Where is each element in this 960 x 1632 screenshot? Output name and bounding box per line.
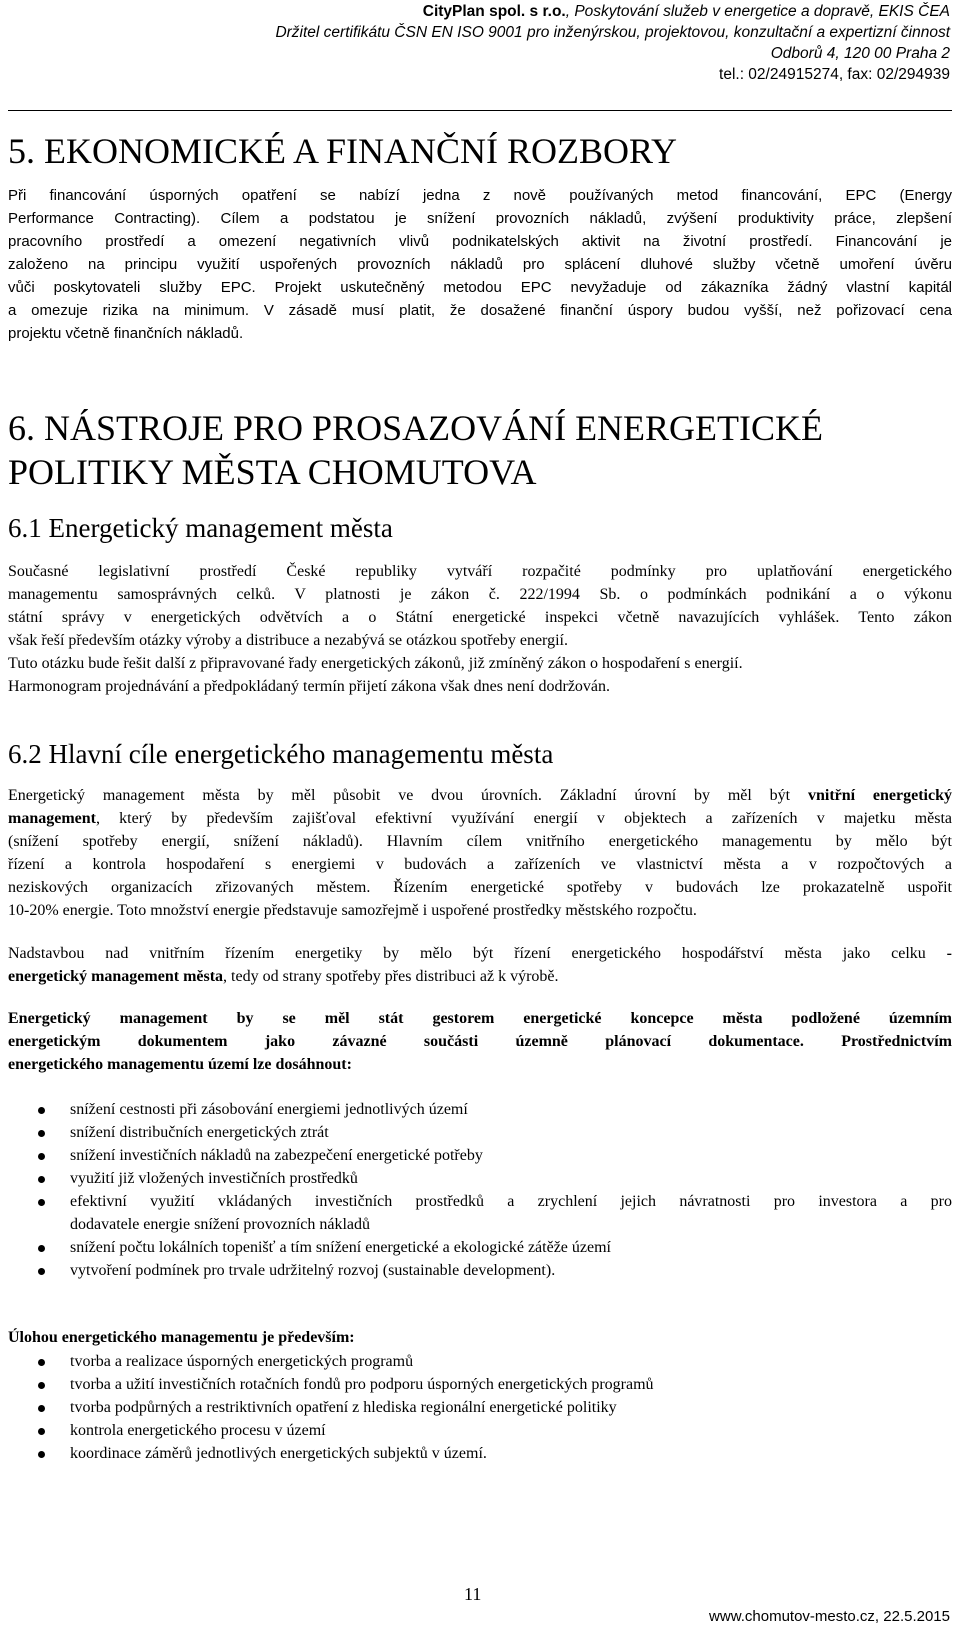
bold-text: - (946, 945, 952, 962)
list-item (8, 1373, 952, 1396)
bullet-icon (38, 1107, 45, 1114)
text-line (8, 807, 952, 830)
bullet-icon (38, 1130, 45, 1137)
list-item (8, 1350, 952, 1373)
text-line: a omezuje rizika na minimum. V zásadě musí platit, že dosažené finanční úspory budou vyšší, než pořizovací cena (8, 302, 952, 319)
text-line: Harmonogram projednávání a předpokládaný termín přijetí zákona však dnes není dodržován. (8, 678, 611, 695)
text-line: projektu včetně finančních nákladů. (8, 325, 244, 342)
text-run: Energetický management města by měl působit ve dvou úrovních. Základní úrovní by měl být (8, 787, 808, 804)
list-item (8, 1098, 952, 1121)
bullet-icon (38, 1153, 45, 1160)
list-item-text: snížení cestnosti při zásobování energiemi jednotlivých území (70, 1101, 468, 1118)
list-item (8, 1442, 952, 1465)
text-line (8, 784, 952, 807)
bullet-icon (38, 1199, 45, 1206)
text-run: Nadstavbou nad vnitřním řízením energetiky by mělo být řízení energetického hospodářství města jako celku (8, 945, 947, 962)
bold-text: energetickým dokumentem jako závazné součásti územně plánovací dokumentace. Prostřednictvím (8, 1033, 952, 1050)
text-run: , tedy od strany spotřeby přes distribuci až k výrobě. (223, 968, 559, 985)
text-line (8, 965, 952, 988)
list-item-text: vytvoření podmínek pro trvale udržitelný rozvoj (sustainable development). (70, 1262, 556, 1279)
bullet-icon (38, 1245, 45, 1252)
text-line: pracovního prostředí a omezení negativních vlivů podnikatelských aktivit na životní prostředí. Financování je (8, 233, 952, 250)
section-6-heading-line-1: 6. NÁSTROJE PRO PROSAZOVÁNÍ ENERGETICKÉ (8, 408, 824, 448)
text-line (8, 942, 952, 965)
text-line: 10-20% energie. Toto množství energie představuje samozřejmě i uspořené prostředky městského rozpočtu. (8, 902, 697, 919)
list-item-text: tvorba a realizace úsporných energetických programů (70, 1353, 414, 1370)
bullet-icon (38, 1176, 45, 1183)
list-item-text: tvorba a užití investičních rotačních fondů pro podporu úsporných energetických programů (70, 1376, 654, 1393)
bold-text: energetického managementu území lze dosáhnout: (8, 1056, 352, 1073)
list-item (8, 1190, 952, 1236)
section-6-2-paragraph-1 (8, 784, 952, 922)
text-line: založeno na principu využití uspořených provozních nákladů pro splácení dluhové služby včetně umoření úvěru (8, 256, 952, 273)
list-item-text: využití již vložených investičních prostředků (70, 1170, 358, 1187)
list-item-text: snížení distribučních energetických ztrát (70, 1124, 329, 1141)
company-services: , Poskytování služeb v energetice a dopravě, EKIS ČEA (565, 3, 950, 20)
bullet-icon (38, 1359, 45, 1366)
text-line (8, 1007, 952, 1030)
bullet-icon (38, 1428, 45, 1435)
section-6-1-heading: 6.1 Energetický management města (8, 513, 393, 543)
bullet-icon (38, 1451, 45, 1458)
text-run: , který by především zajišťoval efektivní využívání energií v objektech a zařízeních v majetku města (95, 810, 952, 827)
text-line: Tuto otázku bude řešit další z připravované řady energetických zákonů, již zmíněný zákon o hospodaření s energií. (8, 655, 743, 672)
text-line: (snížení spotřeby energií, snížení nákladů). Hlavním cílem vnitřního energetického managementu by mělo být (8, 833, 952, 850)
bold-text: management (8, 810, 96, 827)
list-item-text: snížení počtu lokálních topenišť a tím snížení energetické a ekologické zátěže území (70, 1239, 611, 1256)
text-line: neziskových organizacích zřizovaných městem. Řízením energetické spotřeby v budovách lze prokazatelně uspořit (8, 879, 952, 896)
section-6-2-heading: 6.2 Hlavní cíle energetického managementu města (8, 739, 554, 769)
bold-text: vnitřní energetický (807, 787, 953, 804)
list-item (8, 1144, 952, 1167)
bullet-icon (38, 1405, 45, 1412)
header-certificate (275, 22, 950, 43)
bullet-icon (38, 1268, 45, 1275)
list-item (8, 1419, 952, 1442)
list-item (8, 1236, 952, 1259)
list-item-text: snížení investičních nákladů na zabezpečení energetické potřeby (70, 1147, 483, 1164)
tasks-list (8, 1350, 952, 1465)
certificate-text: Držitel certifikátu ČSN EN ISO 9001 pro inženýrskou, projektovou, konzultační a expertizní činnost (275, 24, 950, 41)
list-item-text: kontrola energetického procesu v území (70, 1422, 326, 1439)
text-line: managementu samosprávných celků. V platnosti je zákon č. 222/1994 Sb. o podmínkách podnikání a o výkonu (8, 586, 952, 603)
footer-url[interactable]: www.chomutov-mesto.cz, 22.5.2015 (709, 1608, 950, 1625)
section-6-heading-line-2: POLITIKY MĚSTA CHOMUTOVA (8, 452, 537, 492)
text-line: Současné legislativní prostředí České republiky vytváří rozpačité podmínky pro uplatňování energetického (8, 563, 952, 580)
list-item-text-continued: dodavatele energie snížení provozních nákladů (70, 1216, 371, 1233)
text-line: Performance Contracting). Cílem a podstatou je snížení provozních nákladů, zvýšení produktivity práce, zlepšení (8, 210, 952, 227)
list-item-text: efektivní využití vkládaných investičních prostředků a zrychlení jejich návratnosti pro investora a pro (70, 1193, 952, 1210)
header-address (275, 43, 950, 64)
header-divider (8, 110, 952, 111)
bold-text: energetický management města (8, 968, 224, 985)
list-item-text: tvorba podpůrných a restriktivních opatření z hlediska regionální energetické politiky (70, 1399, 617, 1416)
text-line (8, 1030, 952, 1053)
address-text: Odborů 4, 120 00 Praha 2 (770, 45, 950, 62)
text-line: vůči poskytovateli služby EPC. Projekt uskutečněný metodou EPC nevyžaduje od zákazníka žádný vlastní kapitál (8, 279, 952, 296)
list-item (8, 1396, 952, 1419)
tasks-heading (8, 1326, 952, 1349)
list-item (8, 1121, 952, 1144)
text-line: však řeší především otázky výroby a distribuce a nezabývá se otázkou spotřeby energií. (8, 632, 568, 649)
list-item-text: koordinace záměrů jednotlivých energetických subjektů v území. (70, 1445, 487, 1462)
list-item (8, 1259, 952, 1282)
list-item (8, 1167, 952, 1190)
page-header (275, 1, 950, 85)
text-line: řízení a kontrola hospodaření s energiemi v budovách a zařízeních ve vlastnictví města a v rozpočtových a (8, 856, 952, 873)
section-5-paragraph (8, 184, 952, 345)
text-line (8, 1326, 952, 1349)
bold-text: Energetický management by se měl stát gestorem energetické koncepce města podložené územním (8, 1010, 952, 1027)
benefits-list (8, 1098, 952, 1282)
text-line: státní správy v energetických odvětvích a o Státní energetické inspekci včetně navazujících vyhlášek. Tento zákon (8, 609, 952, 626)
header-phone: tel.: 02/24915274, fax: 02/294939 (719, 66, 950, 83)
text-line: Při financování úsporných opatření se nabízí jedna z nově používaných metod financování, EPC (Energy (8, 187, 952, 204)
text-line (8, 1053, 952, 1076)
section-5-heading: 5. EKONOMICKÉ A FINANČNÍ ROZBORY (8, 131, 678, 171)
bullet-icon (38, 1382, 45, 1389)
section-6-2-paragraph-3 (8, 1007, 952, 1076)
section-6-1-paragraph (8, 560, 952, 698)
page-number: 11 (464, 1584, 482, 1604)
bold-text: Úlohou energetického managementu je především: (8, 1329, 355, 1346)
company-name: CityPlan spol. s r.o. (422, 3, 566, 20)
section-6-2-paragraph-2 (8, 942, 952, 988)
header-line-company (275, 1, 950, 22)
